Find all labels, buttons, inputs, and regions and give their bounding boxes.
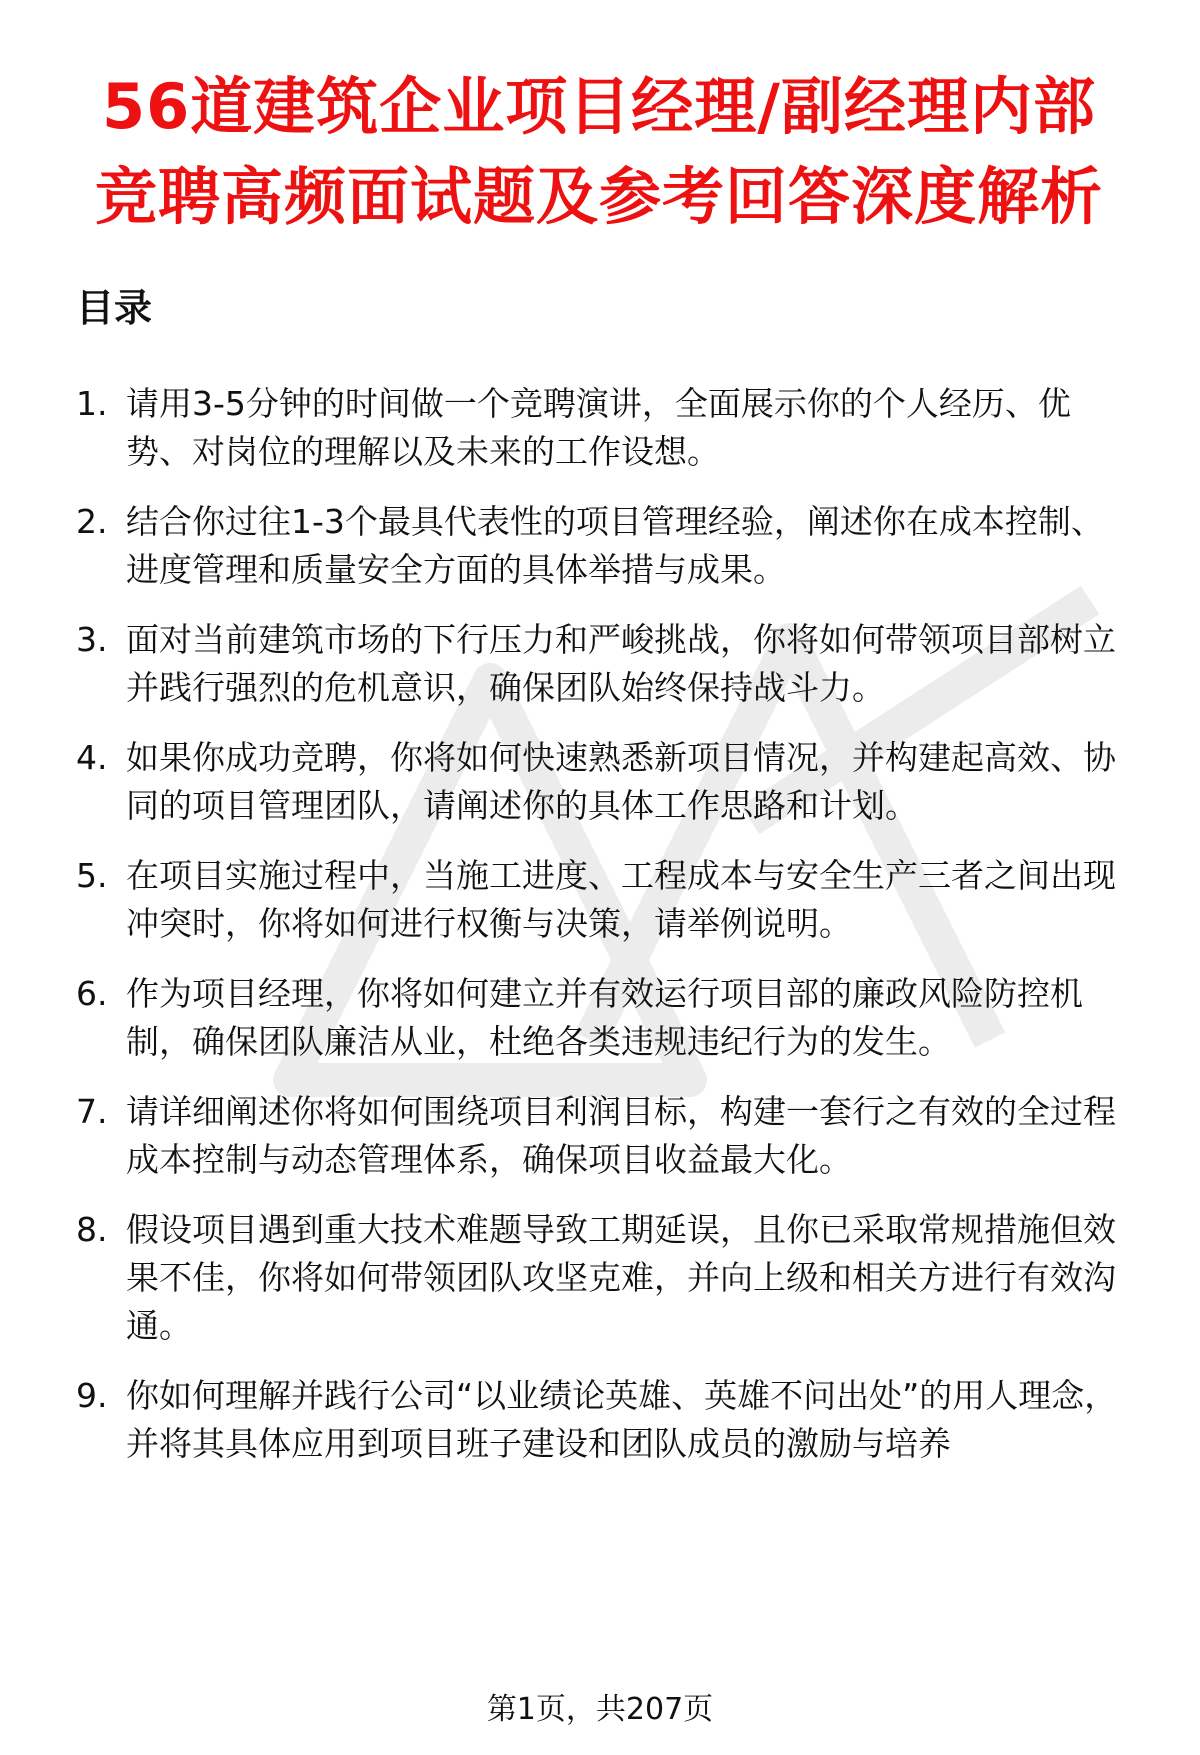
toc-item-number: 3.	[76, 620, 108, 659]
toc-item-number: 1.	[76, 384, 108, 423]
toc-item[interactable]	[76, 1088, 1122, 1184]
toc-item-number: 2.	[76, 502, 108, 541]
toc-item[interactable]	[76, 1206, 1122, 1350]
toc-item-number: 7.	[76, 1092, 108, 1131]
toc-list	[76, 380, 1122, 1468]
toc-heading: 目录	[76, 286, 153, 330]
toc-item-number: 9.	[76, 1376, 108, 1415]
toc-item-number: 8.	[76, 1210, 108, 1249]
toc-item[interactable]	[76, 1372, 1122, 1468]
toc-item[interactable]	[76, 380, 1122, 476]
page-footer: 第1页，共207页	[486, 1692, 714, 1727]
toc-item-text: 你如何理解并践行公司“以业绩论英雄、英雄不问出处”的用人理念，并将其具体应用到项目班子建设和团队成员的激励与培养	[126, 1376, 1118, 1463]
toc-item-number: 6.	[76, 974, 108, 1013]
toc-item-text: 结合你过往1-3个最具代表性的项目管理经验，阐述你在成本控制、进度管理和质量安全方面的具体举措与成果。	[126, 502, 1104, 589]
toc-item-text: 假设项目遇到重大技术难题导致工期延误，且你已采取常规措施但效果不佳，你将如何带领团队攻坚克难，并向上级和相关方进行有效沟通。	[126, 1210, 1116, 1345]
toc-item[interactable]	[76, 970, 1122, 1066]
toc-item-number: 4.	[76, 738, 108, 777]
toc-item-text: 作为项目经理，你将如何建立并有效运行项目部的廉政风险防控机制，确保团队廉洁从业，杜绝各类违规违纪行为的发生。	[126, 974, 1083, 1061]
document-title: 56道建筑企业项目经理/副经理内部竞聘高频面试题及参考回答深度解析	[94, 70, 1103, 233]
toc-item[interactable]	[76, 616, 1122, 712]
toc-item[interactable]	[76, 734, 1122, 830]
toc-item-text: 请详细阐述你将如何围绕项目利润目标，构建一套行之有效的全过程成本控制与动态管理体系，确保项目收益最大化。	[126, 1092, 1116, 1179]
toc-item-text: 面对当前建筑市场的下行压力和严峻挑战，你将如何带领项目部树立并践行强烈的危机意识，确保团队始终保持战斗力。	[126, 620, 1116, 707]
toc-item[interactable]	[76, 852, 1122, 948]
toc-item-text: 在项目实施过程中，当施工进度、工程成本与安全生产三者之间出现冲突时，你将如何进行权衡与决策，请举例说明。	[126, 856, 1116, 943]
toc-item[interactable]	[76, 498, 1122, 594]
toc-item-number: 5.	[76, 856, 108, 895]
toc-item-text: 请用3-5分钟的时间做一个竞聘演讲，全面展示你的个人经历、优势、对岗位的理解以及未来的工作设想。	[126, 384, 1071, 471]
toc-item-text: 如果你成功竞聘，你将如何快速熟悉新项目情况，并构建起高效、协同的项目管理团队，请阐述你的具体工作思路和计划。	[126, 738, 1116, 825]
